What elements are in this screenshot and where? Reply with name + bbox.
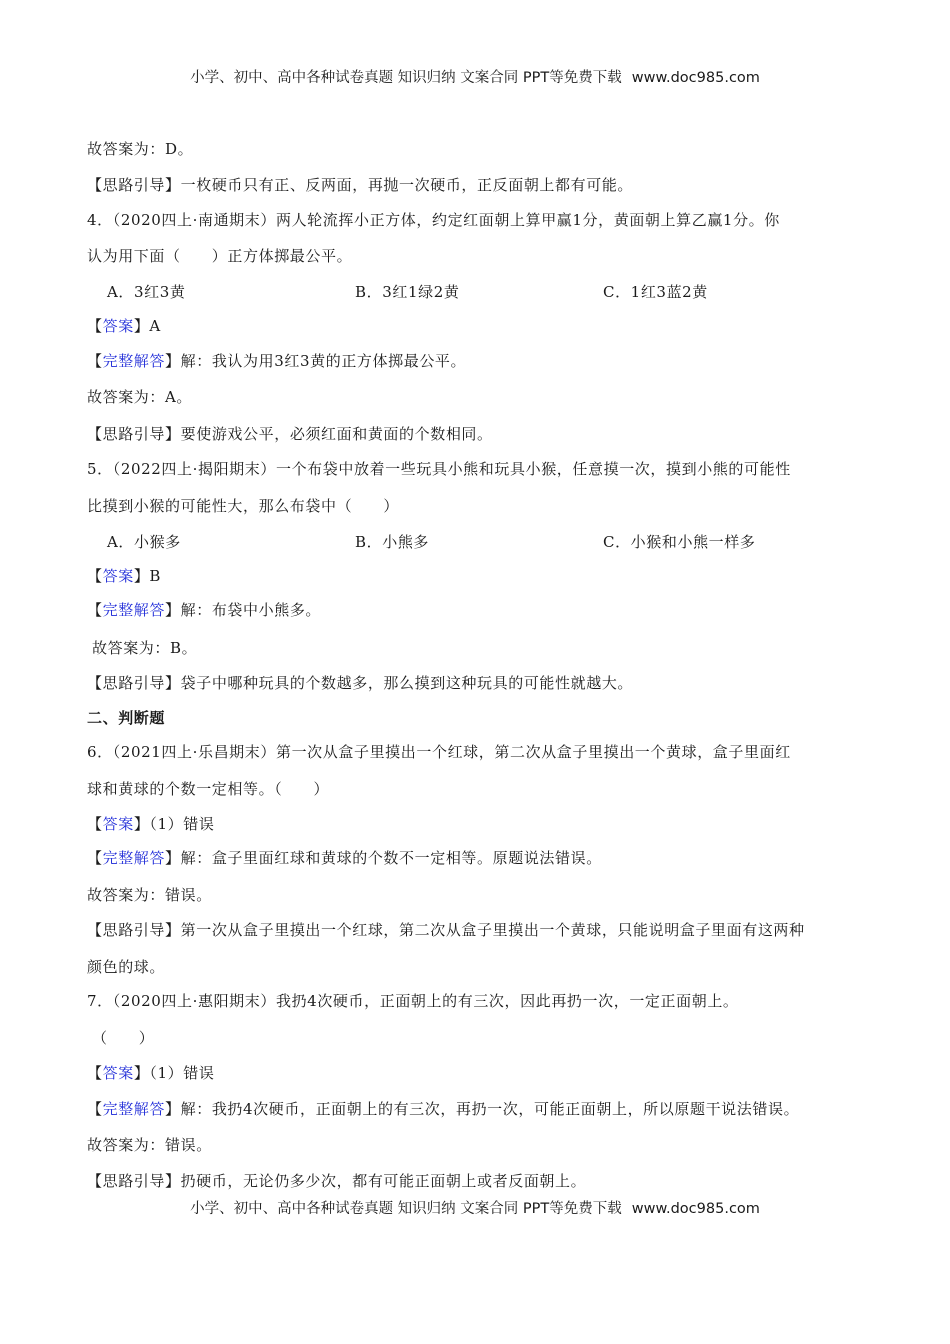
q4-answer: 【答案】A [87,317,161,335]
answer-value: A [149,317,161,335]
answer-label: 答案 [102,567,134,585]
q5-stem-line2: 比摸到小猴的可能性大，那么布袋中（ ） [87,497,400,515]
q7-stem-line2: （ ） [92,1029,155,1047]
q6-answer: 【答案】（1）错误 [87,815,215,833]
q7-answer: 【答案】（1）错误 [87,1064,215,1082]
hint-text: 要使游戏公平，必须红面和黄面的个数相同。 [180,425,493,443]
q4-hint: 【思路引导】要使游戏公平，必须红面和黄面的个数相同。 [87,425,493,443]
solution-text: 解：布袋中小熊多。 [180,601,322,619]
q6-stem-line2: 球和黄球的个数一定相等。（ ） [87,780,330,798]
hint-text: 第一次从盒子里摸出一个红球，第二次从盒子里摸出一个黄球，只能说明盒子里面有这两种 [180,921,805,939]
q4-option-b: B．3红1绿2黄 [355,283,460,301]
q4-conclusion: 故答案为：A。 [87,388,193,406]
hint-label: 思路引导 [102,1172,166,1190]
hint-label: 思路引导 [102,921,166,939]
q4-option-c: C．1红3蓝2黄 [603,283,708,301]
q5-solution: 【完整解答】解：布袋中小熊多。 [87,601,322,619]
prev-hint: 【思路引导】一枚硬币只有正、反两面，再抛一次硬币，正反面朝上都有可能。 [87,176,634,194]
q5-stem-line1: 5．（2022四上·揭阳期末）一个布袋中放着一些玩具小熊和玩具小猴，任意摸一次，摸到小熊的可能性 [87,460,791,478]
q7-stem-line1: 7．（2020四上·惠阳期末）我扔4次硬币，正面朝上的有三次，因此再扔一次，一定正面朝上。 [87,992,739,1010]
q6-hint-line2: 颜色的球。 [87,958,166,976]
q7-solution: 【完整解答】解：我扔4次硬币，正面朝上的有三次，再扔一次，可能正面朝上，所以原题干说法错误。 [87,1100,800,1118]
q6-conclusion: 故答案为：错误。 [87,886,212,904]
hint-text: 一枚硬币只有正、反两面，再抛一次硬币，正反面朝上都有可能。 [180,176,634,194]
footer-banner [0,1197,950,1218]
q4-option-a: A．3红3黄 [107,283,186,301]
answer-value: B [149,567,162,585]
q6-hint-line1: 【思路引导】第一次从盒子里摸出一个红球，第二次从盒子里摸出一个黄球，只能说明盒子里面有这两种 [87,921,805,939]
q6-stem-line1: 6．（2021四上·乐昌期末）第一次从盒子里摸出一个红球，第二次从盒子里摸出一个黄球，盒子里面红 [87,743,791,761]
q5-answer: 【答案】B [87,567,162,585]
section-heading-judgement: 二、判断题 [87,709,166,727]
solution-label: 完整解答 [102,849,166,867]
prev-conclusion: 故答案为：D。 [87,140,194,158]
solution-text: 解：盒子里面红球和黄球的个数不一定相等。原题说法错误。 [180,849,602,867]
banner-text: 小学、初中、高中各种试卷真题 知识归纳 文案合同 PPT等免费下载 [190,1201,622,1217]
answer-value: （1）错误 [149,815,215,833]
q5-conclusion: 故答案为：B。 [92,639,198,657]
q5-hint: 【思路引导】袋子中哪种玩具的个数越多，那么摸到这种玩具的可能性就越大。 [87,674,634,692]
solution-text: 解：我扔4次硬币，正面朝上的有三次，再扔一次，可能正面朝上，所以原题干说法错误。 [180,1100,800,1118]
q4-stem-line1: 4．（2020四上·南通期末）两人轮流挥小正方体，约定红面朝上算甲赢1分，黄面朝上算乙赢1分。你 [87,211,780,229]
solution-label: 完整解答 [102,1100,166,1118]
answer-value: （1）错误 [149,1064,215,1082]
solution-label: 完整解答 [102,601,166,619]
banner-url[interactable]: www.doc985.com [631,1201,760,1217]
hint-label: 思路引导 [102,674,166,692]
banner-url[interactable]: www.doc985.com [631,70,760,86]
q4-stem-line2: 认为用下面（ ）正方体掷最公平。 [87,247,353,265]
answer-label: 答案 [102,317,134,335]
hint-label: 思路引导 [102,176,166,194]
solution-label: 完整解答 [102,352,166,370]
hint-text: 扔硬币，无论仍多少次，都有可能正面朝上或者反面朝上。 [180,1172,587,1190]
header-banner [0,66,950,87]
q5-option-b: B．小熊多 [355,533,430,551]
solution-text: 解：我认为用3红3黄的正方体掷最公平。 [180,352,467,370]
banner-text: 小学、初中、高中各种试卷真题 知识归纳 文案合同 PPT等免费下载 [190,70,622,86]
hint-label: 思路引导 [102,425,166,443]
q4-solution: 【完整解答】解：我认为用3红3黄的正方体掷最公平。 [87,352,467,370]
answer-label: 答案 [102,1064,134,1082]
q7-hint: 【思路引导】扔硬币，无论仍多少次，都有可能正面朝上或者反面朝上。 [87,1172,587,1190]
answer-label: 答案 [102,815,134,833]
q5-option-a: A．小猴多 [107,533,181,551]
q7-conclusion: 故答案为：错误。 [87,1136,212,1154]
q5-option-c: C．小猴和小熊一样多 [603,533,756,551]
hint-text: 袋子中哪种玩具的个数越多，那么摸到这种玩具的可能性就越大。 [180,674,634,692]
q6-solution: 【完整解答】解：盒子里面红球和黄球的个数不一定相等。原题说法错误。 [87,849,602,867]
